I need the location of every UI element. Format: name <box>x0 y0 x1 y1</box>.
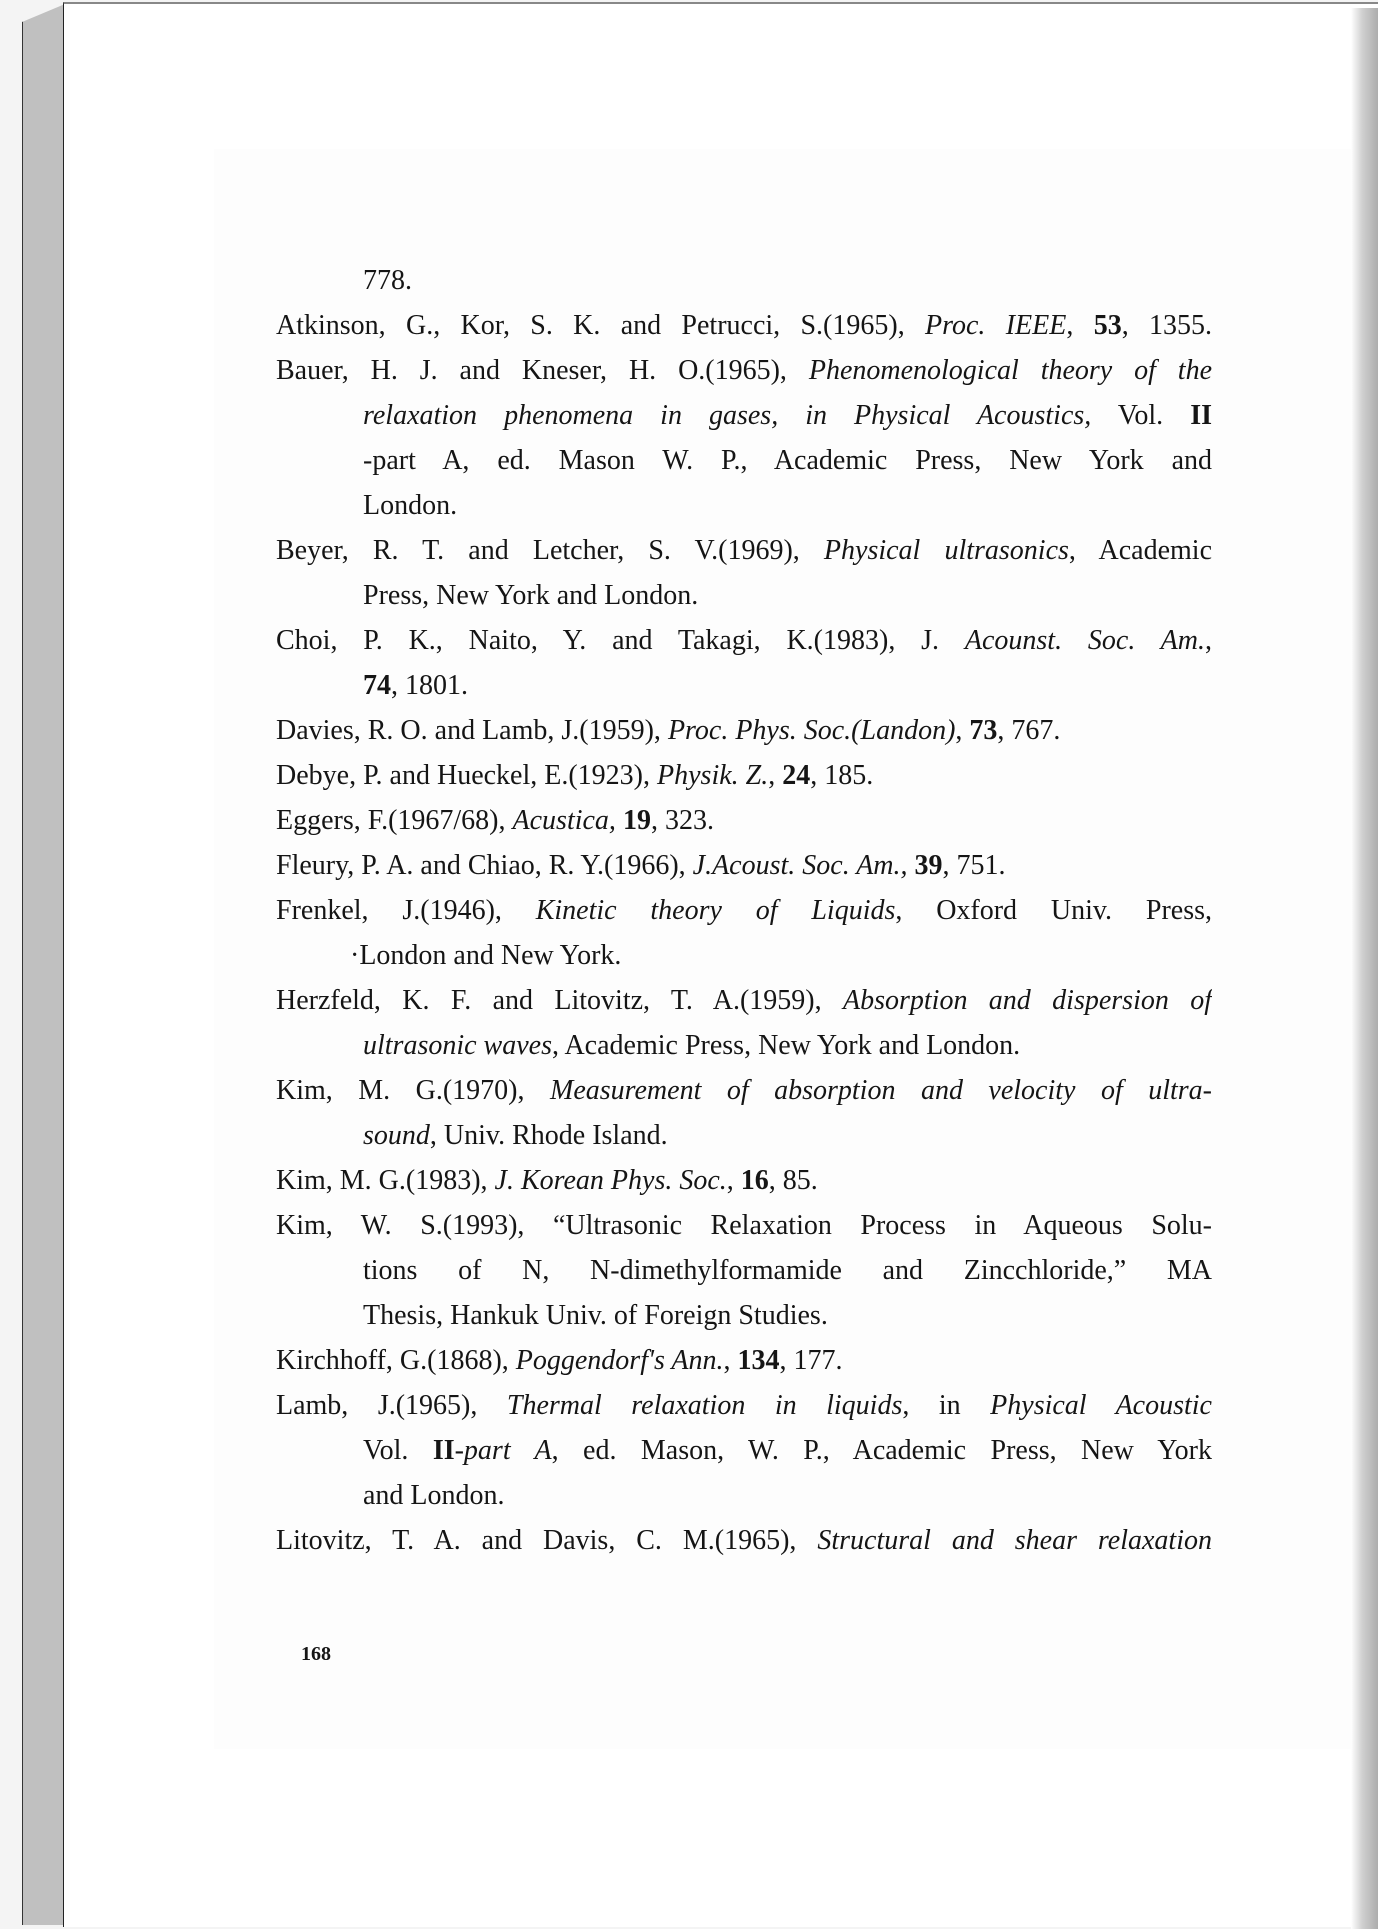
text: , 1801. <box>391 670 468 701</box>
bold-text: 24 <box>782 760 811 791</box>
reference-line <box>276 1293 1212 1338</box>
reference-line <box>276 1158 1212 1203</box>
text: , <box>723 1345 738 1376</box>
text: -part A, ed. Mason W. P., Academic Press, New York and <box>363 445 1212 476</box>
text: Vol. <box>1091 400 1191 431</box>
bold-text: 74 <box>363 670 391 701</box>
text: Davies, R. O. and Lamb, J.(1959), <box>276 715 668 746</box>
text: , Oxford Univ. Press, <box>895 895 1212 926</box>
reference-line <box>276 618 1212 663</box>
italic-text: Proc. Phys. Soc.(Landon) <box>667 715 956 746</box>
bold-text: 39 <box>914 850 943 881</box>
text: , 751. <box>942 850 1006 881</box>
text: , <box>1066 310 1094 341</box>
text: Herzfeld, K. F. and Litovitz, T. A.(1959), <box>276 985 843 1016</box>
text: , <box>726 1165 741 1196</box>
reference-line <box>276 753 1212 798</box>
reference-line <box>276 1248 1212 1293</box>
text: , <box>1205 625 1212 656</box>
text: , 323. <box>650 805 714 836</box>
bold-text: II <box>432 1435 455 1466</box>
text: Thesis, Hankuk Univ. of Foreign Studies. <box>363 1300 828 1331</box>
text: , 85. <box>768 1165 818 1196</box>
reference-line <box>276 438 1212 483</box>
reference-line <box>276 1518 1212 1563</box>
text: , 767. <box>997 715 1061 746</box>
reference-line <box>276 393 1212 438</box>
bold-text: 73 <box>969 715 998 746</box>
reference-line <box>276 843 1212 888</box>
bold-text: 16 <box>740 1165 769 1196</box>
italic-text: J.Acoust. Soc. Am., <box>692 850 908 881</box>
text: Choi, P. K., Naito, Y. and Takagi, K.(1983), J. <box>276 625 965 656</box>
text: , Academic <box>1068 535 1212 566</box>
text: Litovitz, T. A. and Davis, C. M.(1965), <box>276 1525 818 1556</box>
text: , <box>768 760 783 791</box>
italic-text: Physik. Z. <box>657 760 769 791</box>
text: , <box>955 715 970 746</box>
reference-line <box>276 1023 1212 1068</box>
italic-text: relaxation phenomena in gases, in Physical Acoustics, <box>363 400 1092 431</box>
reference-line <box>276 1383 1212 1428</box>
italic-text: -part A <box>454 1435 552 1466</box>
text: , 185. <box>810 760 874 791</box>
italic-text: Measurement of absorption and velocity of ultra- <box>550 1075 1212 1106</box>
italic-text: Kinetic theory of Liquids <box>535 895 896 926</box>
italic-text: J. Korean Phys. Soc. <box>494 1165 727 1196</box>
text: , Univ. Rhode Island. <box>429 1120 668 1151</box>
reference-line <box>276 1203 1212 1248</box>
text: Eggers, F.(1967/68), <box>276 805 513 836</box>
reference-line <box>276 978 1212 1023</box>
text: Kim, W. S.(1993), “Ultrasonic Relaxation Process in Aqueous Solu- <box>276 1210 1212 1241</box>
text: , ed. Mason, W. P., Academic Press, New York <box>551 1435 1212 1466</box>
text: tions of N, N-dimethylformamide and Zincchloride,” MA <box>363 1255 1212 1286</box>
reference-line <box>276 933 1212 978</box>
italic-text: Poggendorf's Ann. <box>515 1345 724 1376</box>
text: ·London and New York. <box>350 940 622 971</box>
bold-text: II <box>1190 400 1212 431</box>
italic-text: Proc. IEEE <box>925 310 1067 341</box>
page-edge-shadow <box>1351 8 1378 1929</box>
text: Atkinson, G., Kor, S. K. and Petrucci, S.(1965), <box>276 310 926 341</box>
italic-text: Phenomenological theory of the <box>808 355 1212 386</box>
text: Vol. <box>363 1435 433 1466</box>
reference-line <box>276 1473 1212 1518</box>
text: , 1355. <box>1121 310 1212 341</box>
italic-text: Acustica, <box>512 805 616 836</box>
text: London. <box>363 490 458 521</box>
reference-line <box>276 348 1212 393</box>
italic-text: Absorption and dispersion of <box>842 985 1212 1016</box>
text: Bauer, H. J. and Kneser, H. O.(1965), <box>276 355 809 386</box>
reference-line <box>276 1068 1212 1113</box>
reference-line <box>276 1428 1212 1473</box>
text <box>616 805 623 836</box>
reference-line <box>276 528 1212 573</box>
italic-text: Structural and shear relaxation <box>817 1525 1212 1556</box>
text: , 177. <box>779 1345 843 1376</box>
text <box>908 850 915 881</box>
page-number: 168 <box>301 1643 331 1665</box>
text: Beyer, R. T. and Letcher, S. V.(1969), <box>276 535 824 566</box>
text: 778. <box>363 265 412 296</box>
bold-text: 19 <box>622 805 651 836</box>
reference-line <box>276 708 1212 753</box>
text: Fleury, P. A. and Chiao, R. Y.(1966), <box>276 850 693 881</box>
text: Kirchhoff, G.(1868), <box>276 1345 516 1376</box>
text: Lamb, J.(1965), <box>276 1390 507 1421</box>
reference-line <box>276 663 1212 708</box>
reference-line <box>276 258 1212 303</box>
italic-text: Thermal relaxation in liquids <box>506 1390 903 1421</box>
reference-list <box>276 258 1212 1563</box>
reference-line <box>276 1113 1212 1158</box>
text: Frenkel, J.(1946), <box>276 895 536 926</box>
text: Kim, M. G.(1983), <box>276 1165 495 1196</box>
text: Kim, M. G.(1970), <box>276 1075 550 1106</box>
reference-line <box>276 1338 1212 1383</box>
bold-text: 53 <box>1093 310 1122 341</box>
reference-line <box>276 303 1212 348</box>
text: , Academic Press, New York and London. <box>552 1030 1021 1061</box>
italic-text: Physical ultrasonics <box>823 535 1069 566</box>
text: Press, New York and London. <box>363 580 699 611</box>
text: and London. <box>363 1480 505 1511</box>
italic-text: Acounst. Soc. Am. <box>964 625 1205 656</box>
book-spine <box>22 4 65 1925</box>
text: , in <box>902 1390 991 1421</box>
italic-text: ultrasonic waves <box>363 1030 552 1061</box>
reference-line <box>276 798 1212 843</box>
reference-line <box>276 888 1212 933</box>
bold-text: 134 <box>737 1345 780 1376</box>
italic-text: sound <box>363 1120 430 1151</box>
italic-text: Physical Acoustic <box>990 1390 1212 1421</box>
text: Debye, P. and Hueckel, E.(1923), <box>276 760 658 791</box>
reference-line <box>276 483 1212 528</box>
reference-line <box>276 573 1212 618</box>
